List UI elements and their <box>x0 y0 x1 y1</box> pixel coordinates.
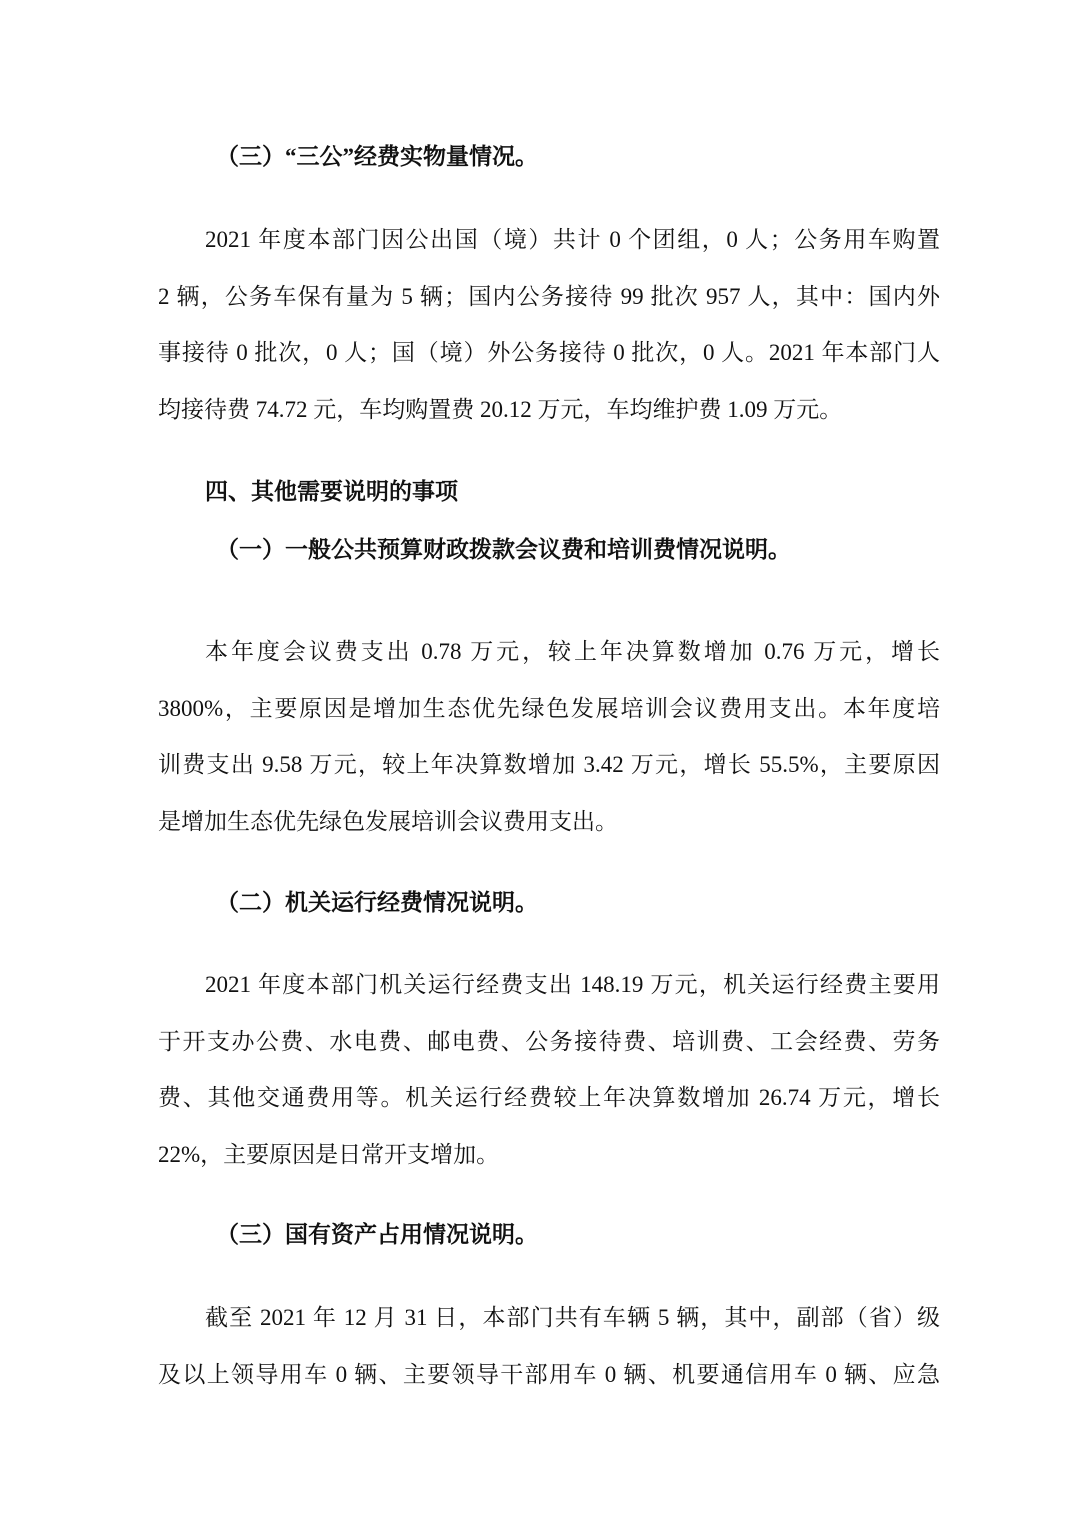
section-heading: （一）一般公共预算财政拨款会议费和培训费情况说明。 <box>216 537 791 562</box>
text-line: 本年度会议费支出 0.78 万元，较上年决算数增加 0.76 万元，增长 <box>205 639 940 664</box>
heading-operating-funds <box>158 875 940 932</box>
heading-meeting-training <box>158 522 940 579</box>
text-line: 截至 2021 年 12 月 31 日，本部门共有车辆 5 辆，其中，副部（省）级 <box>205 1305 940 1330</box>
paragraph-meeting-training <box>158 624 940 850</box>
section-heading: （三）国有资产占用情况说明。 <box>216 1222 538 1247</box>
text-line: 于开支办公费、水电费、邮电费、公务接待费、培训费、工会经费、劳务 <box>158 1028 940 1054</box>
text-line: 训费支出 9.58 万元，较上年决算数增加 3.42 万元，增长 55.5%，主要原因 <box>158 752 940 778</box>
text-line: 均接待费 74.72 元，车均购置费 20.12 万元，车均维护费 1.09 万元。 <box>158 396 843 422</box>
section-heading: （三）“三公”经费实物量情况。 <box>216 144 538 169</box>
paragraph-three-public-quantity <box>158 212 940 438</box>
text-line: 费、其他交通费用等。机关运行经费较上年决算数增加 26.74 万元，增长 <box>158 1085 940 1111</box>
text-line: 3800%，主要原因是增加生态优先绿色发展培训会议费用支出。本年度培 <box>158 695 940 721</box>
paragraph-state-assets <box>158 1290 940 1403</box>
heading-state-assets <box>158 1207 940 1264</box>
text-line: 2021 年度本部门因公出国（境）共计 0 个团组，0 人；公务用车购置 <box>205 227 940 252</box>
text-line: 及以上领导用车 0 辆、主要领导干部用车 0 辆、机要通信用车 0 辆、应急 <box>158 1361 940 1387</box>
text-line: 是增加生态优先绿色发展培训会议费用支出。 <box>158 808 618 834</box>
text-line: 事接待 0 批次，0 人；国（境）外公务接待 0 批次，0 人。2021 年本部门人 <box>158 340 941 366</box>
heading-three-public-quantity <box>158 129 940 186</box>
text-line: 2 辆，公务车保有量为 5 辆；国内公务接待 99 批次 957 人，其中：国内外 <box>158 283 940 309</box>
heading-other-matters <box>158 464 940 521</box>
section-heading: （二）机关运行经费情况说明。 <box>216 890 538 915</box>
text-line: 2021 年度本部门机关运行经费支出 148.19 万元，机关运行经费主要用 <box>205 972 940 997</box>
text-line: 22%，主要原因是日常开支增加。 <box>158 1141 500 1167</box>
paragraph-operating-funds <box>158 957 940 1183</box>
section-heading: 四、其他需要说明的事项 <box>205 479 458 504</box>
